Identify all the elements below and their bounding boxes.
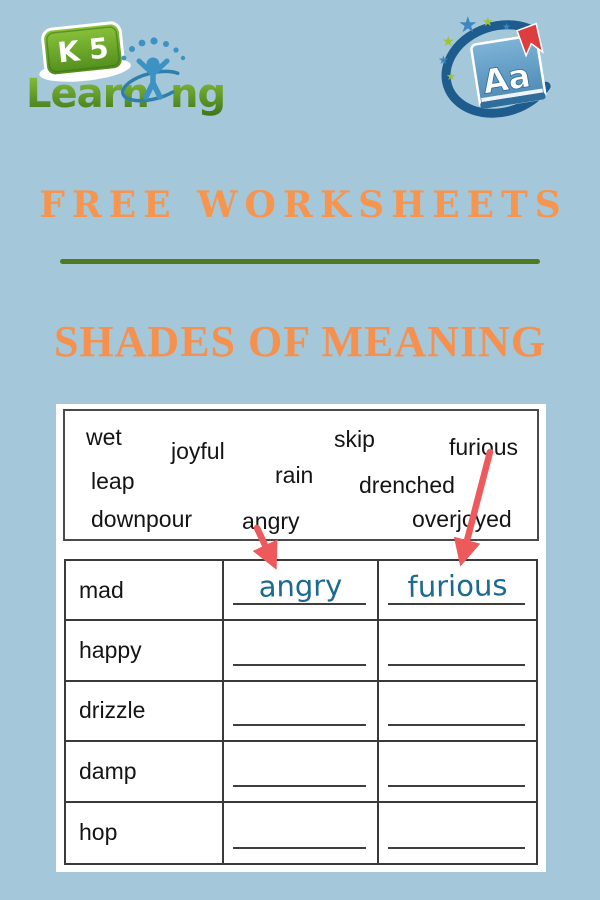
row-label: hop: [79, 819, 118, 846]
shades-table: [64, 559, 538, 865]
word-bank-word: joyful: [171, 438, 225, 464]
answer-cell[interactable]: [377, 621, 536, 679]
answer-blank-line: [388, 664, 525, 666]
svg-text:★: ★: [482, 15, 494, 30]
word-bank-word: drenched: [359, 472, 455, 498]
svg-text:K 5: K 5: [55, 31, 111, 70]
answer-cell[interactable]: [377, 682, 536, 740]
free-worksheets-title: FREE WORKSHEETS: [39, 184, 568, 226]
answer-cell[interactable]: [222, 803, 377, 863]
word-bank-word: furious: [449, 434, 519, 460]
word-bank-word: downpour: [91, 506, 193, 532]
answer-blank-line: [388, 603, 525, 605]
row-label: drizzle: [79, 697, 146, 724]
row-label: mad: [79, 576, 124, 603]
word-bank-word: rain: [275, 462, 314, 488]
word-bank-word: skip: [334, 426, 375, 452]
aa-label: Aa: [479, 55, 534, 102]
table-row: [66, 803, 536, 863]
answer-cell[interactable]: [222, 742, 377, 800]
answer-blank-line: [388, 847, 525, 849]
svg-text:★: ★: [446, 70, 456, 83]
answer-cell[interactable]: [377, 742, 536, 800]
table-row: [66, 621, 536, 681]
word-bank-word: angry: [242, 508, 300, 534]
word-bank-box: [63, 409, 539, 541]
svg-text:★: ★: [502, 22, 511, 33]
shades-of-meaning-title: SHADES OF MEANING: [53, 317, 547, 366]
worksheet-preview-panel: [56, 404, 546, 872]
table-row: [66, 561, 536, 621]
green-divider: [60, 259, 540, 264]
answer-cell[interactable]: [377, 561, 536, 619]
svg-text:★: ★: [438, 53, 449, 67]
word-bank-word: overjoyed: [412, 506, 512, 532]
answer-blank-line: [233, 785, 366, 787]
table-row: [66, 682, 536, 742]
k5-learning-logo: [20, 14, 235, 122]
dictionary-aa-icon: [436, 6, 578, 124]
row-label: happy: [79, 637, 142, 664]
svg-text:★: ★: [458, 13, 478, 38]
answer-blank-line: [233, 664, 366, 666]
logo-text-ng: ng: [170, 71, 226, 117]
answer-blank-line: [388, 785, 525, 787]
answer-cell[interactable]: [222, 621, 377, 679]
answer-blank-line: [233, 847, 366, 849]
answer-blank-line: [233, 603, 366, 605]
answer-blank-line: [233, 724, 366, 726]
answer-cell[interactable]: [222, 561, 377, 619]
logo-text-learn: Learn: [26, 71, 149, 117]
word-bank-word: wet: [86, 424, 122, 450]
table-row: [66, 742, 536, 802]
answer-cell[interactable]: [222, 682, 377, 740]
word-bank-word: leap: [91, 468, 135, 494]
sparkle-dots: [122, 37, 186, 60]
answer-blank-line: [388, 724, 525, 726]
answer-cell[interactable]: [377, 803, 536, 863]
handwritten-answer: furious: [407, 568, 508, 605]
row-label: damp: [79, 757, 137, 784]
handwritten-answer: angry: [258, 568, 343, 605]
svg-text:★: ★: [442, 34, 455, 50]
book-shape: [469, 23, 550, 109]
